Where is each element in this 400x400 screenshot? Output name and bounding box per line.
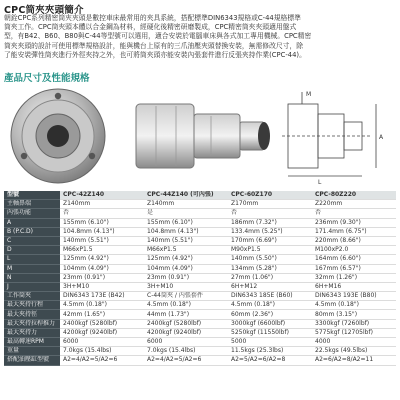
row-label: 搭配油壓缸型號 <box>4 356 60 365</box>
row-label: A <box>4 218 60 227</box>
intro-paragraph <box>4 14 396 60</box>
table-cell: 104.8mm (4.13") <box>60 227 144 236</box>
svg-text:A: A <box>379 134 384 141</box>
table-cell: DIN6343 185E (B60) <box>228 292 312 301</box>
intro-line: 朝銓CPC系列精密筒夾夾頭是數控車床最常用的夾具系統，搭配標準DIN6343規格或C-44規格標準 <box>4 14 301 22</box>
table-cell: 5250kgf (11550lbf) <box>228 328 312 337</box>
table-cell: A2=4/A2=5/A2=6 <box>144 356 228 365</box>
table-cell: CPC-44Z140 (可內張) <box>144 191 228 200</box>
svg-text:M: M <box>306 91 312 98</box>
row-label: C <box>4 236 60 245</box>
table-cell: 186mm (7.32") <box>228 218 312 227</box>
product-photos <box>6 84 394 188</box>
table-cell: CPC-42Z140 <box>60 191 144 200</box>
table-cell: 3300kgf (7260lbf) <box>312 319 396 328</box>
section-subtitle: 產品尺寸及性能規格 <box>4 73 90 84</box>
table-cell: 140mm (5.51") <box>144 236 228 245</box>
table-cell: Z170mm <box>228 200 312 209</box>
table-row <box>4 218 396 227</box>
row-label: 最大夾持拉桿推力 <box>4 319 60 328</box>
row-label: 最大夾持徑 <box>4 310 60 319</box>
table-row <box>4 338 396 347</box>
row-label: 型號 <box>4 191 60 200</box>
row-label: 工作筒夾 <box>4 292 60 301</box>
table-row <box>4 292 396 301</box>
table-cell: 5775kgf (12705lbf) <box>312 328 396 337</box>
row-label: D <box>4 246 60 255</box>
table-cell: 5000 <box>228 338 312 347</box>
row-label: 主軸鼻端 <box>4 200 60 209</box>
table-row <box>4 319 396 328</box>
table-cell: CPC-60Z170 <box>228 191 312 200</box>
table-cell: 125mm (4.92") <box>60 255 144 264</box>
table-cell: 125mm (4.92") <box>144 255 228 264</box>
table-cell: 否 <box>312 209 396 218</box>
table-row <box>4 347 396 356</box>
table-cell: 4000 <box>312 338 396 347</box>
row-label: B (P.C.D) <box>4 227 60 236</box>
table-row <box>4 273 396 282</box>
table-cell: 140mm (5.51") <box>60 236 144 245</box>
table-cell: 236mm (9.30") <box>312 218 396 227</box>
table-cell: 7.0kgs (15.4lbs) <box>144 347 228 356</box>
table-cell: 164mm (6.60") <box>312 255 396 264</box>
table-cell: 6000 <box>60 338 144 347</box>
table-cell: 170mm (6.69") <box>228 236 312 245</box>
table-cell: 22.5kgs (49.5lbs) <box>312 347 396 356</box>
table-cell: 134mm (5.28") <box>228 264 312 273</box>
table-cell: 167mm (6.57") <box>312 264 396 273</box>
table-cell: 4.5mm (0.18") <box>60 301 144 310</box>
intro-line: 筒夾夾頭的設計可使用標準規格設計，能與機台上原有的三爪油壓夾頭替換安裝，無需修改尺寸，除 <box>4 41 304 50</box>
dimension-drawing <box>282 92 376 176</box>
svg-text:L: L <box>318 179 322 186</box>
row-label: N <box>4 273 60 282</box>
table-cell: 6000 <box>144 338 228 347</box>
spec-table <box>4 191 396 366</box>
table-row <box>4 200 396 209</box>
table-cell: 32mm (1.26") <box>312 273 396 282</box>
table-cell: 104mm (4.09") <box>144 264 228 273</box>
table-cell: 133.4mm (5.25") <box>228 227 312 236</box>
table-row <box>4 246 396 255</box>
table-cell: 2400kgf (5280lbf) <box>144 319 228 328</box>
table-cell: DIN6343 173E (B42) <box>60 292 144 301</box>
table-cell: 3000kgf (6600lbf) <box>228 319 312 328</box>
table-cell: 60mm (2.36") <box>228 310 312 319</box>
table-cell: 4200kgf (9240lbf) <box>144 328 228 337</box>
table-cell: 4.5mm (0.18") <box>312 301 396 310</box>
table-cell: 11.5kgs (25.3lbs) <box>228 347 312 356</box>
table-row <box>4 301 396 310</box>
table-cell: 4.5mm (0.18") <box>144 301 228 310</box>
table-row <box>4 255 396 264</box>
table-cell: 104.8mm (4.13") <box>144 227 228 236</box>
chuck-front-view <box>11 89 105 183</box>
row-label: 內張功能 <box>4 209 60 218</box>
page-title: CPC筒夾夾頭簡介 <box>4 5 84 16</box>
table-cell: DIN6343 193E (B80) <box>312 292 396 301</box>
table-cell: 140mm (5.50") <box>228 255 312 264</box>
table-cell: 否 <box>60 209 144 218</box>
table-header-row <box>4 191 396 200</box>
table-cell: 155mm (6.10") <box>144 218 228 227</box>
row-label: 最大夾持行程 <box>4 301 60 310</box>
table-cell: M90xP1.5 <box>228 246 312 255</box>
table-cell: M66xP1.5 <box>144 246 228 255</box>
row-label: M <box>4 264 60 273</box>
table-row <box>4 356 396 365</box>
table-row <box>4 209 396 218</box>
table-cell: A2=4/A2=5/A2=6 <box>60 356 144 365</box>
table-cell: 104mm (4.09") <box>60 264 144 273</box>
table-cell: 155mm (6.10") <box>60 218 144 227</box>
table-cell: C-44筒夾 / 内張套件 <box>144 292 228 301</box>
row-label: L <box>4 255 60 264</box>
table-cell: A2=6/A2=8/A2=11 <box>312 356 396 365</box>
table-row <box>4 310 396 319</box>
table-cell: 3H+M10 <box>144 282 228 291</box>
table-cell: 7.0kgs (15.4lbs) <box>60 347 144 356</box>
row-label: 最高轉速RPM <box>4 338 60 347</box>
table-cell: 171.4mm (6.75") <box>312 227 396 236</box>
intro-line: 了能安裝彈性筒夾進行外徑夾持之外，也可將筒夾頭亦能安裝內張套件進行反張夾持作業(CPC-44)。 <box>4 50 306 59</box>
table-cell: 27mm (1.06") <box>228 273 312 282</box>
table-row <box>4 227 396 236</box>
table-cell: 是 <box>144 209 228 218</box>
chuck-side-view <box>136 104 270 168</box>
table-cell: 23mm (0.91") <box>144 273 228 282</box>
row-label: 重量 <box>4 347 60 356</box>
table-cell: Z140mm <box>144 200 228 209</box>
table-cell: 3H+M10 <box>60 282 144 291</box>
table-cell: 4200kgf (9240lbf) <box>60 328 144 337</box>
table-cell: Z140mm <box>60 200 144 209</box>
table-cell: A2=5/A2=6/A2=8 <box>228 356 312 365</box>
table-row <box>4 264 396 273</box>
table-cell: 80mm (3.15") <box>312 310 396 319</box>
table-cell: 6H+M16 <box>312 282 396 291</box>
table-cell: 23mm (0.91") <box>60 273 144 282</box>
table-cell: 220mm (8.66") <box>312 236 396 245</box>
table-row <box>4 328 396 337</box>
table-cell: M100xP2.0 <box>312 246 396 255</box>
table-row <box>4 282 396 291</box>
table-cell: Z220mm <box>312 200 396 209</box>
table-cell: CPC-80Z220 <box>312 191 396 200</box>
intro-line: 型，有B42、B60、B80與C-44等型號可以選用，適合安裝於電腦車床與各式加工專用機械。CPC精密 <box>4 32 312 41</box>
table-cell: 否 <box>228 209 312 218</box>
row-label: 最大夾持力 <box>4 328 60 337</box>
table-cell: M66xP1.5 <box>60 246 144 255</box>
table-cell: 44mm (1.73") <box>144 310 228 319</box>
table-cell: 6H+M12 <box>228 282 312 291</box>
table-cell: 42mm (1.65") <box>60 310 144 319</box>
table-row <box>4 236 396 245</box>
intro-line: 筒夾工作。CPC筒夾頭本體以合金鋼為材料，經硬化後精密研磨製成，CPC精密筒夾夾頭適用盤式 <box>4 23 297 32</box>
table-cell: 2400kgf (5280lbf) <box>60 319 144 328</box>
table-cell: 4.5mm (0.18") <box>228 301 312 310</box>
row-label: J <box>4 282 60 291</box>
